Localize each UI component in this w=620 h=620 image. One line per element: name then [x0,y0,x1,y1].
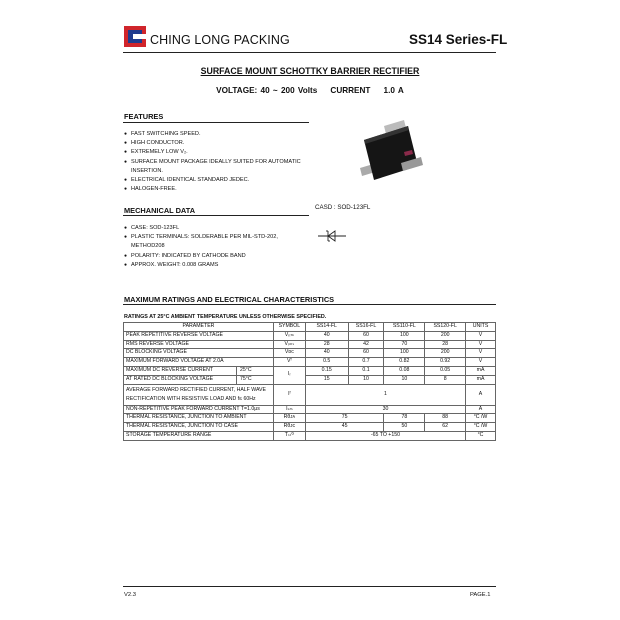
value-cell: 75 [305,414,384,423]
diode-symbol-icon [318,230,346,242]
header-cell: SS120-FL [425,323,466,332]
value-cell: 0.15 [305,366,348,375]
temp-text: 75°C [236,376,252,384]
param-text: AVERAGE FORWARD RECTIFIED CURRENT, HALF WAVE [126,386,266,393]
value-cell: 78 [384,414,425,423]
param-text: RECTIFICATION WITH RESISTIVE LOAD AND f≤ 60Hz [126,395,256,402]
symbol-cell: Tₛₜᴳ [273,431,305,440]
header-cell: SYMBOL [273,323,305,332]
value-cell: 60 [348,331,384,340]
table-row [124,414,496,423]
param-cell [124,366,274,375]
symbol-cell: Vᵣᵣₘ [273,331,305,340]
symbol-cell: Vᴅᴄ [273,349,305,358]
mechanical-divider [123,215,309,216]
value-cell: 0.1 [348,366,384,375]
company-logo [124,26,146,47]
table-row [124,331,496,340]
mechanical-item: ● PLASTIC TERMINALS: SOLDERABLE PER MIL-STD-202, METHOD208 [124,233,310,251]
temp-text: 25°C [236,367,252,375]
feature-item: ● EXTREMELY LOW V₂. [124,148,304,157]
symbol-cell: Rθᴊᴄ [273,423,305,432]
value-cell: 28 [425,340,466,349]
value-cell: 60 [348,349,384,358]
header-cell: SS110-FL [384,323,425,332]
value-cell: 1 [305,384,465,405]
ratings-divider [123,304,496,305]
unit-cell: V [466,331,496,340]
value-cell: 30 [305,405,465,414]
feature-item: ● SURFACE MOUNT PACKAGE IDEALLY SUITED FOR AUTOMATIC INSERTION. [124,158,304,176]
value-cell: 0.7 [348,358,384,367]
table-row [124,349,496,358]
value-cell: 0.82 [384,358,425,367]
value-cell: 8 [425,375,466,384]
mechanical-title: MECHANICAL DATA [124,206,196,215]
version-label: V2.3 [124,592,136,598]
page-number: PAGE.1 [470,592,491,598]
unit-cell: °C /W [466,423,496,432]
value-cell: -65 TO +150 [305,431,465,440]
unit-cell: °C [466,431,496,440]
features-divider [123,122,309,123]
mechanical-item: ● CASE: SOD-123FL [124,224,310,233]
value-cell: 0.92 [425,358,466,367]
value-cell: 45 [305,423,384,432]
mechanical-item: ● POLARITY: INDICATED BY CATHODE BAND [124,252,310,261]
footer-divider [123,586,496,587]
unit-cell: V [466,358,496,367]
param-cell: PEAK REPETITIVE REVERSE VOLTAGE [124,331,274,340]
param-cell [124,375,274,384]
symbol-cell: Iₛₘ [273,405,305,414]
table-row [124,423,496,432]
param-text: AT RATED DC BLOCKING VOLTAGE [126,375,214,382]
value-cell: 62 [425,423,466,432]
value-cell: 28 [305,340,348,349]
value-cell: 200 [425,349,466,358]
param-cell: DC BLOCKING VOLTAGE [124,349,274,358]
feature-item: ● ELECTRICAL IDENTICAL STANDARD JEDEC. [124,176,304,185]
value-cell: 40 [305,331,348,340]
value-cell: 100 [384,349,425,358]
table-row [124,366,496,375]
series-title: SS14 Series-FL [409,32,508,47]
mechanical-item: ● APPROX. WEIGHT: 0.008 GRAMS [124,261,310,270]
feature-item: ● FAST SWITCHING SPEED. [124,130,304,139]
table-row [124,340,496,349]
value-cell: 0.05 [425,366,466,375]
value-cell: 10 [384,375,425,384]
unit-cell: mA [466,375,496,384]
feature-item: ● HIGH CONDUCTOR. [124,139,304,148]
param-cell: RMS REVERSE VOLTAGE [124,340,274,349]
value-cell: 15 [305,375,348,384]
table-header-row [124,323,496,332]
param-cell [124,384,274,405]
symbol-cell: Vᵣₘₛ [273,340,305,349]
ratings-title: MAXIMUM RATINGS AND ELECTRICAL CHARACTERISTICS [124,295,335,304]
param-cell: MAXIMUM FORWARD VOLTAGE AT 2.0A [124,358,274,367]
value-cell: 40 [305,349,348,358]
value-cell: 0.5 [305,358,348,367]
param-text: MAXIMUM DC REVERSE CURRENT [126,366,214,373]
table-row [124,358,496,367]
ratings-table [123,322,496,441]
unit-cell: A [466,384,496,405]
value-cell: 10 [348,375,384,384]
sod123fl-package-image [356,118,426,190]
unit-cell: V [466,340,496,349]
features-title: FEATURES [124,112,164,121]
unit-cell: °C /W [466,414,496,423]
unit-cell: V [466,349,496,358]
value-cell: 200 [425,331,466,340]
header-cell: PARAMETER [124,323,274,332]
param-cell: NON-REPETITIVE PEAK FORWARD CURRENT T=1.0μs [124,405,274,414]
value-cell: 88 [425,414,466,423]
ratings-subtitle: RATINGS AT 25°C AMBIENT TEMPERATURE UNLESS OTHERWISE SPECIFIED. [124,314,327,320]
header-cell: SS14-FL [305,323,348,332]
mechanical-list [124,224,310,270]
symbol-cell: Iᶠ [273,384,305,405]
header-divider [123,52,496,53]
voltage-current-line: VOLTAGE: 40 ~ 200 Volts CURRENT 1.0 A [216,86,404,95]
param-cell: STORAGE TEMPERATURE RANGE [124,431,274,440]
param-cell: THERMAL RESISTANCE, JUNCTION TO AMBIENT [124,414,274,423]
symbol-cell: Iᵣ [273,366,305,384]
value-cell: 50 [384,423,425,432]
unit-cell: A [466,405,496,414]
package-label: CASD : SOD-123FL [315,204,371,211]
company-name: CHING LONG PACKING [150,33,290,47]
param-cell: THERMAL RESISTANCE, JUNCTION TO CASE [124,423,274,432]
value-cell: 70 [384,340,425,349]
value-cell: 42 [348,340,384,349]
table-row [124,384,496,405]
features-list [124,130,304,194]
unit-cell: mA [466,366,496,375]
header-cell: UNITS [466,323,496,332]
value-cell: 100 [384,331,425,340]
table-row [124,431,496,440]
symbol-cell: Rθᴊᴀ [273,414,305,423]
feature-item: ● HALOGEN-FREE. [124,185,304,194]
table-row [124,405,496,414]
value-cell: 0.08 [384,366,425,375]
header-cell: SS16-FL [348,323,384,332]
table-row [124,375,496,384]
symbol-cell: Vᶠ [273,358,305,367]
document-title: SURFACE MOUNT SCHOTTKY BARRIER RECTIFIER [200,66,420,76]
